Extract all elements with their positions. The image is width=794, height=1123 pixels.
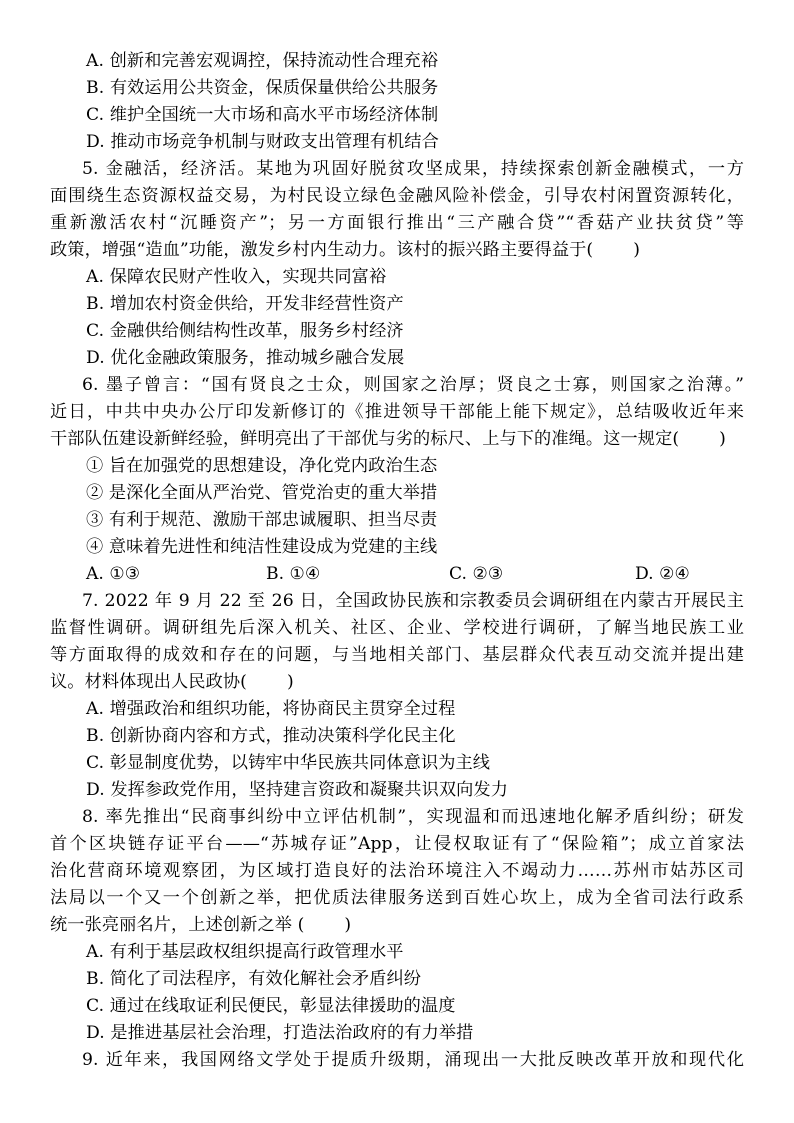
q6-statement-2: ② 是深化全面从严治党、管党治吏的重大举措	[86, 483, 438, 503]
q5-option-a: A. 保障农民财产性收入，实现共同富裕	[86, 267, 387, 287]
q5-option-b: B. 增加农村资金供给，开发非经营性资产	[86, 294, 404, 314]
q6-statement-4: ④ 意味着先进性和纯洁性建设成为党建的主线	[86, 537, 438, 557]
q7-stem-line-3: 等方面取得的成效和存在的问题，与当地相关部门、基层群众代表互动交流并提出建	[50, 645, 744, 665]
q7-answer-paren-close: )	[286, 672, 294, 692]
q8-stem-line-1: 8. 率先推出“民商事纠纷中立评估机制”，实现温和而迅速地化解矛盾纠纷；研发	[82, 807, 744, 827]
q6-stem-line-2: 近日，中共中央办公厅印发新修订的《推进领导干部能上能下规定》，总结吸收近年来	[50, 402, 744, 422]
q8-stem-line-5	[50, 912, 351, 938]
q6-stem-text: 干部队伍建设新鲜经验，鲜明亮出了干部优与劣的标尺、上与下的准绳。这一规定(	[50, 429, 680, 449]
q7-stem-line-2: 监督性调研。调研组先后深入机关、社区、企业、学校进行调研，了解当地民族工业	[50, 618, 744, 638]
q9-stem-line-1: 9. 近年来，我国网络文学处于提质升级期，涌现出一大批反映改革开放和现代化	[82, 1050, 744, 1070]
q7-option-a: A. 增强政治和组织功能，将协商民主贯穿全过程	[86, 699, 456, 719]
q7-option-c: C. 彰显制度优势，以铸牢中华民族共同体意识为主线	[86, 753, 491, 773]
q4-option-b: B. 有效运用公共资金，保质保量供给公共服务	[86, 78, 439, 98]
q8-answer-paren-close: )	[344, 915, 352, 935]
q7-stem-line-4	[50, 669, 294, 695]
q8-option-c: C. 通过在线取证利民便民，彰显法律援助的温度	[86, 996, 456, 1016]
q4-option-c: C. 维护全国统一大市场和高水平市场经济体制	[86, 105, 439, 125]
q6-statement-3: ③ 有利于规范、激励干部忠诚履职、担当尽责	[86, 510, 438, 530]
q8-stem-line-3: 治化营商环境观察团，为区域打造良好的法治环境注入不竭动力……苏州市姑苏区司	[50, 861, 744, 881]
q6-stem-line-1: 6. 墨子曾言：“国有贤良之士众，则国家之治厚；贤良之士寡，则国家之治薄。”	[82, 375, 744, 395]
q4-option-a: A. 创新和完善宏观调控，保持流动性合理充裕	[86, 51, 439, 71]
q8-stem-line-2: 首个区块链存证平台——“苏城存证”App，让侵权取证有了“保险箱”；成立首家法	[50, 834, 744, 854]
q5-answer-paren-close: )	[633, 240, 641, 260]
q6-choice-d: D. ②④	[635, 564, 690, 584]
q6-stem-line-3	[50, 426, 726, 452]
q8-stem-text: 统一张亮丽名片，上述创新之举 (	[50, 915, 305, 935]
q8-stem-line-4: 法局以一个又一个创新之举，把优质法律服务送到百姓心坎上，成为全省司法行政系	[50, 888, 744, 908]
q5-stem-line-4	[50, 237, 640, 263]
q8-option-b: B. 简化了司法程序，有效化解社会矛盾纠纷	[86, 969, 422, 989]
q6-choice-a: A. ①③	[86, 564, 141, 584]
q6-statement-1: ① 旨在加强党的思想建设，净化党内政治生态	[86, 456, 438, 476]
q8-option-a: A. 有利于基层政权组织提高行政管理水平	[86, 942, 404, 962]
q6-choice-b: B. ①④	[266, 564, 321, 584]
q6-answer-paren-close: )	[719, 429, 726, 449]
q5-option-c: C. 金融供给侧结构性改革，服务乡村经济	[86, 321, 404, 341]
q5-option-d: D. 优化金融政策服务，推动城乡融合发展	[86, 348, 405, 368]
q5-stem-line-2: 面围绕生态资源权益交易，为村民设立绿色金融风险补偿金，引导农村闲置资源转化，	[50, 186, 744, 206]
q7-option-d: D. 发挥参政党作用，坚持建言资政和凝聚共识双向发力	[86, 780, 509, 800]
q5-stem-line-1: 5. 金融活，经济活。某地为巩固好脱贫攻坚成果，持续探索创新金融模式，一方	[82, 159, 744, 179]
q8-option-d: D. 是推进基层社会治理，打造法治政府的有力举措	[86, 1023, 474, 1043]
q7-option-b: B. 创新协商内容和方式，推动决策科学化民主化	[86, 726, 456, 746]
q7-stem-line-1: 7. 2022 年 9 月 22 至 26 日，全国政协民族和宗教委员会调研组在内蒙古开展民主	[82, 591, 744, 611]
q4-option-d: D. 推动市场竞争机制与财政支出管理有机结合	[86, 132, 439, 152]
q5-stem-text: 政策，增强“造血”功能，激发乡村内生动力。该村的振兴路主要得益于(	[50, 240, 594, 260]
q7-stem-text: 议。材料体现出人民政协(	[50, 672, 247, 692]
q6-choice-c: C. ②③	[449, 564, 504, 584]
q5-stem-line-3: 重新激活农村“沉睡资产”；另一方面银行推出“三产融合贷”“香菇产业扶贫贷”等	[50, 213, 744, 233]
